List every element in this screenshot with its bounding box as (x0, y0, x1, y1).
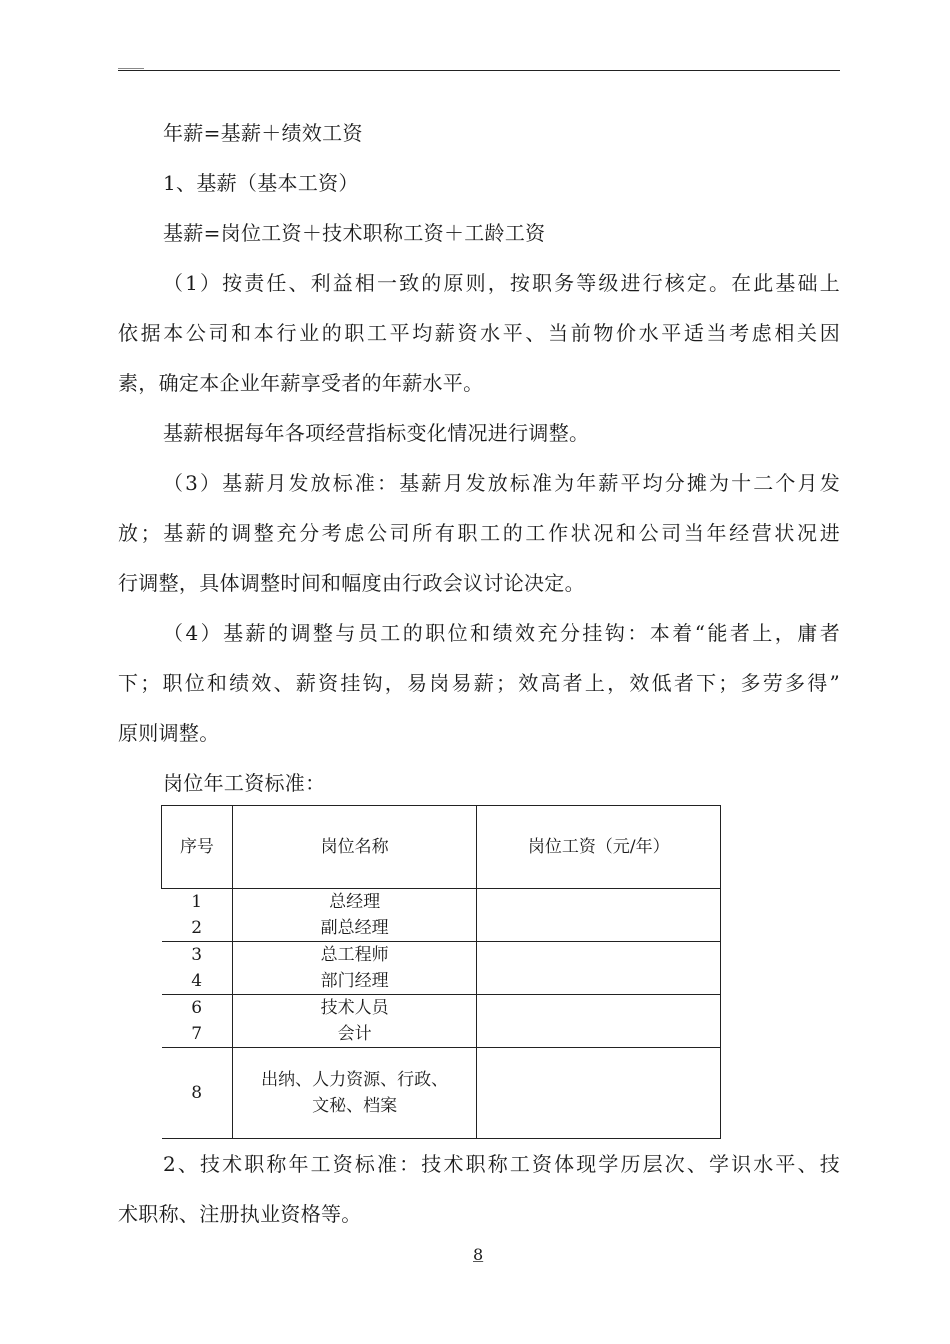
paragraph-3-line-3: 行调整，具体调整时间和幅度由行政会议讨论决定。 (118, 571, 585, 595)
position-wage-cell (477, 995, 721, 1048)
serial-number: 7 (191, 1024, 203, 1044)
paragraph-5-line-1: 2、技术职称年工资标准：技术职称工资体现学历层次、学识水平、技 (163, 1152, 840, 1176)
formula-annual-salary: 年薪=基薪＋绩效工资 (163, 121, 363, 145)
formula-base-salary: 基薪=岗位工资＋技术职称工资＋工龄工资 (163, 221, 546, 245)
table-row (162, 995, 721, 1048)
serial-number: 6 (191, 998, 203, 1018)
header-position-name: 岗位名称 (232, 806, 477, 889)
serial-cell (162, 942, 233, 995)
serial-cell (162, 995, 233, 1048)
section-heading-base-salary: 1、基薪（基本工资） (163, 171, 359, 195)
serial-number: 2 (191, 918, 203, 938)
paragraph-4-line-3: 原则调整。 (118, 721, 220, 745)
paragraph-3-line-2: 放；基薪的调整充分考虑公司所有职工的工作状况和公司当年经营状况进 (118, 521, 840, 545)
position-name: 会计 (337, 1024, 372, 1044)
position-wage-table (161, 805, 721, 1139)
serial-number: 1 (191, 892, 203, 912)
position-name-cell (232, 942, 477, 995)
position-name: 部门经理 (320, 971, 389, 991)
position-wage-cell (477, 1048, 721, 1139)
header-rule (118, 70, 840, 71)
paragraph-2: 基薪根据每年各项经营指标变化情况进行调整。 (163, 421, 590, 445)
page-number: 8 (473, 1245, 484, 1264)
position-name: 技术人员 (320, 998, 389, 1018)
paragraph-1-line-3: 素，确定本企业年薪享受者的年薪水平。 (118, 371, 484, 395)
position-name: 出纳、人力资源、行政、 (261, 1070, 449, 1090)
table-row (162, 942, 721, 995)
position-name-cell (232, 889, 477, 942)
position-name-cell (232, 995, 477, 1048)
serial-cell (162, 1048, 233, 1139)
paragraph-1-line-1: （1）按责任、利益相一致的原则，按职务等级进行核定。在此基础上 (163, 271, 840, 295)
position-name: 副总经理 (320, 918, 389, 938)
table-row (162, 1048, 721, 1139)
paragraph-5-line-2: 术职称、注册执业资格等。 (118, 1202, 362, 1226)
serial-number: 4 (191, 971, 203, 991)
header-rule-mark (118, 68, 144, 69)
paragraph-1-line-2: 依据本公司和本行业的职工平均薪资水平、当前物价水平适当考虑相关因 (118, 321, 840, 345)
position-name: 总工程师 (320, 945, 389, 965)
paragraph-4-line-2: 下；职位和绩效、薪资挂钩，易岗易薪；效高者上，效低者下；多劳多得” (118, 671, 840, 695)
position-wage-cell (477, 942, 721, 995)
serial-number: 3 (191, 945, 203, 965)
paragraph-3-line-1: （3）基薪月发放标准：基薪月发放标准为年薪平均分摊为十二个月发 (163, 471, 840, 495)
position-name-cell (232, 1048, 477, 1139)
table-header-row (162, 806, 721, 889)
serial-number: 8 (191, 1083, 203, 1103)
paragraph-4-line-1: （4）基薪的调整与员工的职位和绩效充分挂钩：本着“能者上，庸者 (163, 621, 840, 645)
header-serial-number: 序号 (162, 806, 233, 889)
serial-cell (162, 889, 233, 942)
position-name: 文秘、档案 (312, 1096, 398, 1116)
header-position-wage: 岗位工资（元/年） (477, 806, 721, 889)
position-name: 总经理 (329, 892, 381, 912)
position-wage-cell (477, 889, 721, 942)
table-title: 岗位年工资标准： (163, 771, 326, 795)
table-row (162, 889, 721, 942)
